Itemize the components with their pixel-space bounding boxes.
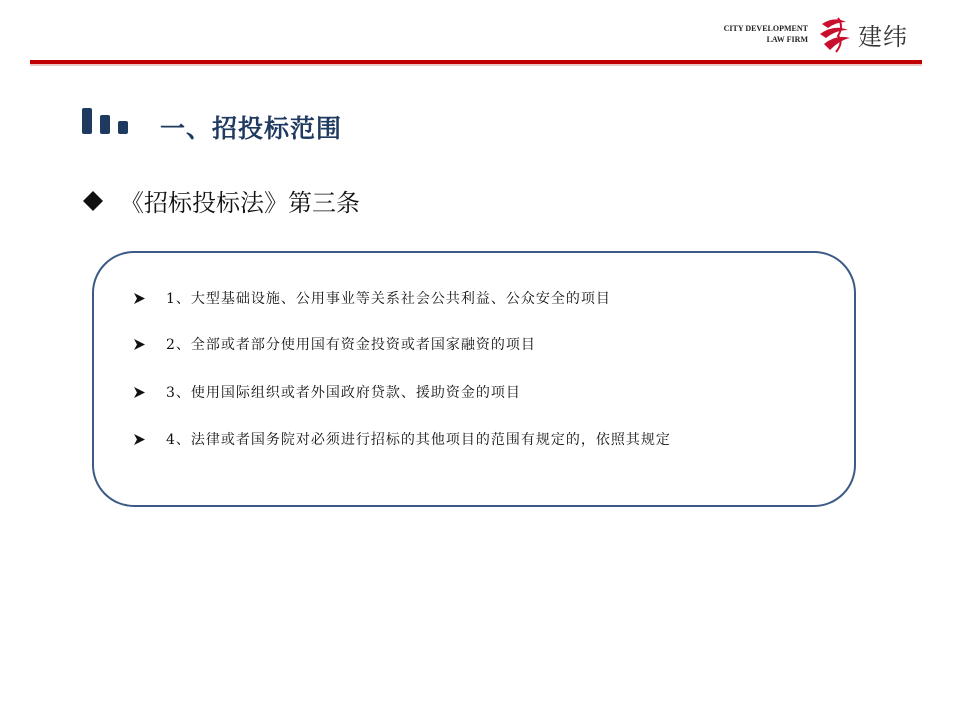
arrow-bullet-icon [133,338,146,351]
logo-english-text [724,23,808,45]
diamond-icon [82,190,104,212]
bar-blocks-icon [82,108,134,134]
list-item-text: 2、全部或者部分使用国有资金投资或者国家融资的项目 [166,337,536,353]
list-item-text: 3、使用国际组织或者外国政府贷款、援助资金的项目 [166,385,521,401]
logo-chinese-text: 建纬 [858,22,908,51]
list-item [133,429,671,449]
logo-swirl-icon [814,14,854,54]
logo-en-line2: LAW FIRM [766,35,808,44]
section-title: 一、招投标范围 [160,114,343,143]
bullet-heading [82,183,360,218]
list-item [133,334,536,354]
header-logo [724,14,908,54]
logo-en-line1: CITY DEVELOPMENT [723,24,808,33]
arrow-bullet-icon [133,386,146,399]
header-divider-shadow [30,64,922,66]
bullet-heading-text: 《招标投标法》第三条 [120,189,360,217]
list-item [133,382,521,402]
list-item-text: 4、法律或者国务院对必须进行招标的其他项目的范围有规定的，依照其规定 [166,432,671,448]
arrow-bullet-icon [133,433,146,446]
list-item-text: 1、大型基础设施、公用事业等关系社会公共利益、公众安全的项目 [166,291,611,307]
arrow-bullet-icon [133,292,146,305]
list-item [133,288,611,308]
